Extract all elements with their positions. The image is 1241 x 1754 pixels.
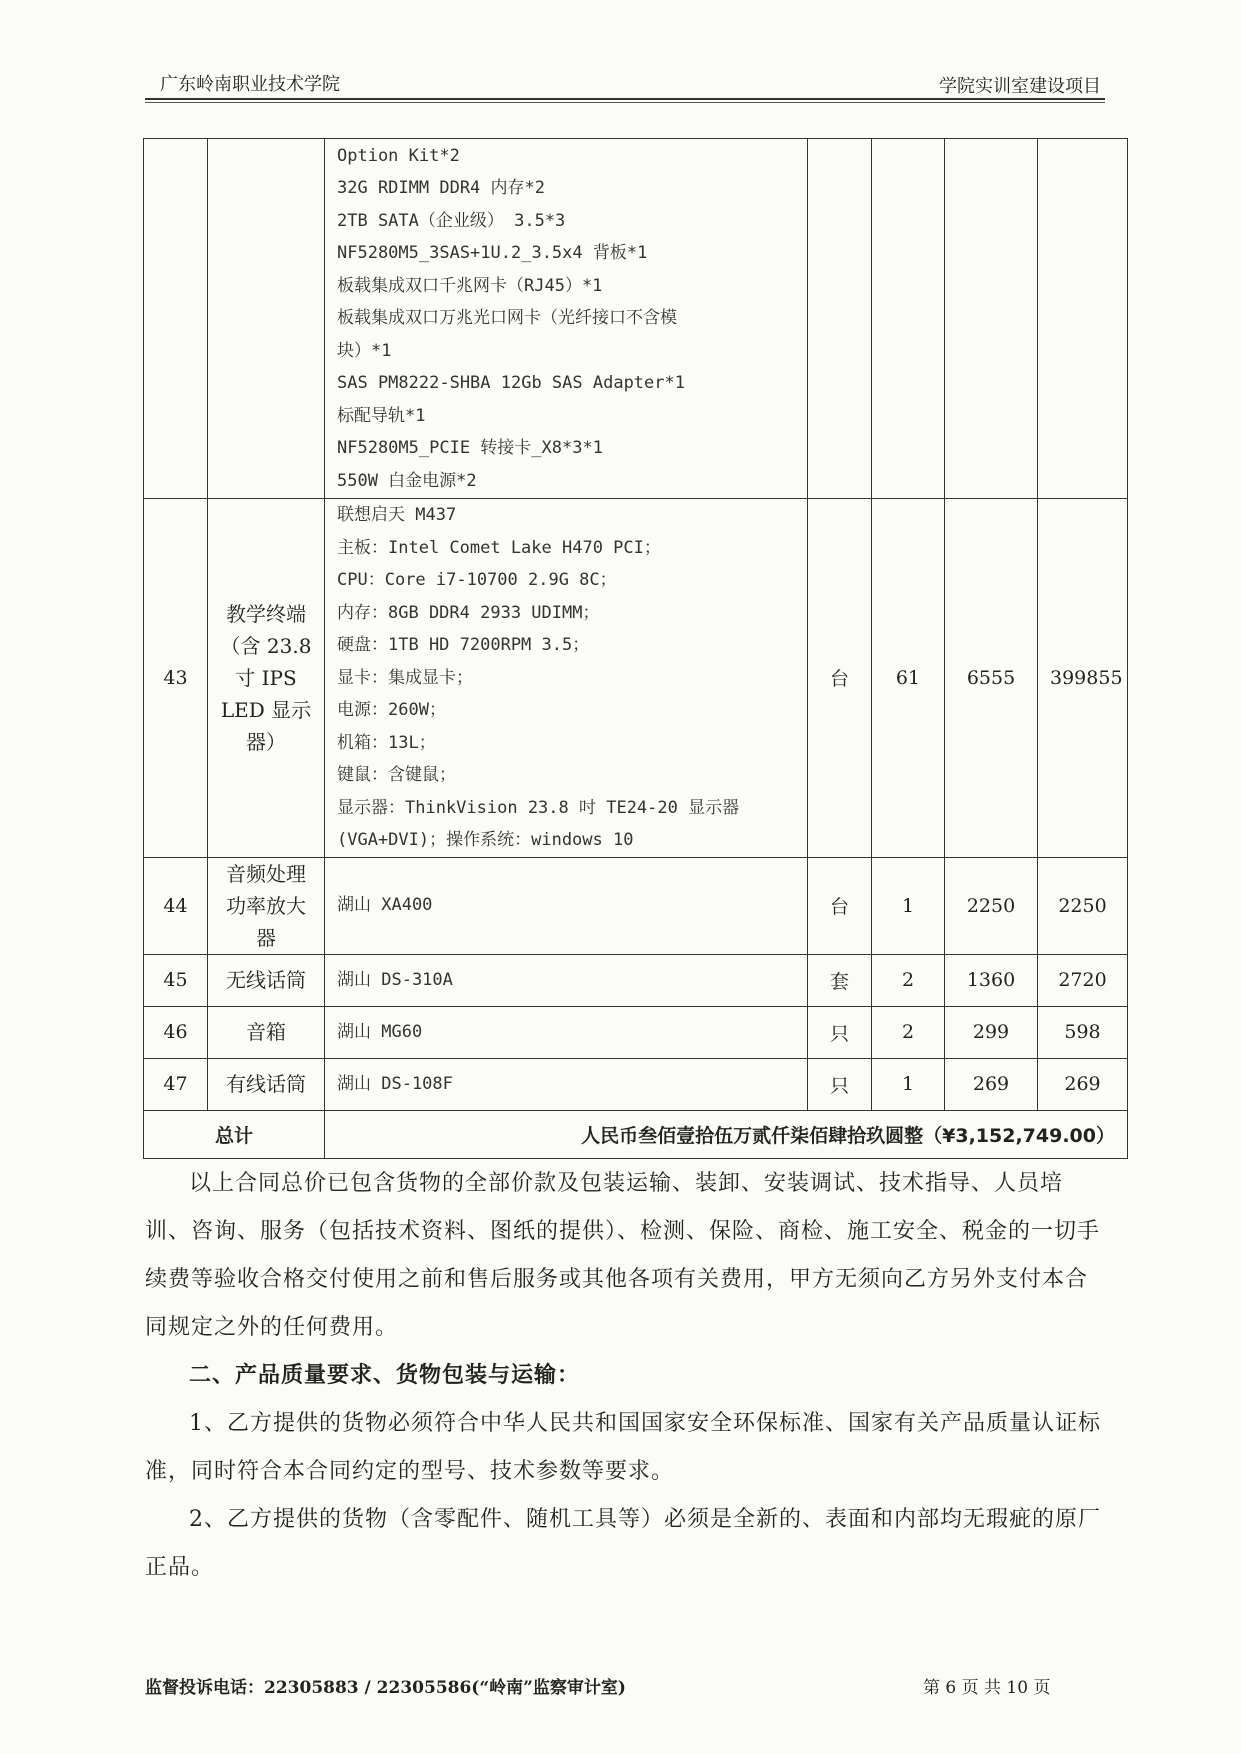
table-row [144, 139, 1128, 499]
item-specs [325, 139, 808, 499]
spec-line: 联想启天 M437 [337, 505, 457, 525]
item-unit: 套 [808, 954, 872, 1006]
item-unit [808, 139, 872, 499]
goods-table [143, 138, 1128, 1159]
table-row [144, 954, 1128, 1006]
spec-line: 显示器：ThinkVision 23.8 吋 TE24-20 显示器 [337, 797, 740, 818]
item-specs [325, 499, 808, 858]
spec-line: 板载集成双口万兆光口网卡（光纤接口不含模 [337, 308, 677, 329]
item-specs [325, 1006, 808, 1058]
header-divider-thin [145, 102, 1105, 103]
item-unit-price: 1360 [945, 954, 1038, 1006]
item-name: 音箱 [208, 1006, 325, 1058]
item-quantity [872, 139, 945, 499]
item-unit-price: 2250 [945, 857, 1038, 954]
item-amount: 269 [1038, 1058, 1128, 1110]
spec-line: 湖山 XA400 [337, 895, 433, 916]
item-unit-price: 299 [945, 1006, 1038, 1058]
section-heading: 二、产品质量要求、货物包装与运输： [189, 1363, 581, 1388]
spec-line: 显卡：集成显卡； [337, 667, 473, 688]
item-unit: 台 [808, 857, 872, 954]
item-unit: 只 [808, 1006, 872, 1058]
item-unit-price: 269 [945, 1058, 1038, 1110]
spec-line: NF5280M5_PCIE 转接卡_X8*3*1 [337, 438, 603, 459]
spec-line: 电源：260W； [337, 700, 446, 720]
item-unit-price [945, 139, 1038, 499]
item-amount: 2720 [1038, 954, 1128, 1006]
page-number: 第 6 页 共 10 页 [923, 1678, 1051, 1698]
item-unit: 台 [808, 499, 872, 858]
spec-line: 2TB SATA（企业级） 3.5*3 [337, 210, 566, 231]
spec-line: 块）*1 [337, 340, 392, 361]
total-label: 总计 [144, 1110, 325, 1158]
item-name: 教学终端（含 23.8 寸 IPS LED 显示器） [208, 499, 325, 858]
spec-line: 板载集成双口千兆网卡（RJ45）*1 [337, 275, 603, 296]
item-amount: 2250 [1038, 857, 1128, 954]
header-project: 学院实训室建设项目 [939, 76, 1101, 97]
item-unit: 只 [808, 1058, 872, 1110]
item-name: 音频处理功率放大器 [208, 857, 325, 954]
item-quantity: 2 [872, 1006, 945, 1058]
item-number: 46 [144, 1006, 208, 1058]
item-specs [325, 857, 808, 954]
item-specs [325, 1058, 808, 1110]
quality-clause-2: 2、乙方提供的货物（含零配件、随机工具等）必须是全新的、表面和内部均无瑕疵的原厂正品。 [145, 1507, 1102, 1580]
item-amount [1038, 139, 1128, 499]
item-amount: 399855 [1038, 499, 1128, 858]
spec-line: 标配导轨*1 [337, 405, 426, 426]
spec-line: 湖山 DS-310A [337, 969, 453, 990]
item-unit-price: 6555 [945, 499, 1038, 858]
item-number: 45 [144, 954, 208, 1006]
item-number: 43 [144, 499, 208, 858]
spec-line: 主板：Intel Comet Lake H470 PCI； [337, 537, 661, 558]
item-quantity: 1 [872, 1058, 945, 1110]
item-quantity: 2 [872, 954, 945, 1006]
item-quantity: 1 [872, 857, 945, 954]
header-divider [145, 98, 1105, 100]
spec-line: Option Kit*2 [337, 145, 460, 166]
table-row [144, 1058, 1128, 1110]
quality-clause-1: 1、乙方提供的货物必须符合中华人民共和国国家安全环保标准、国家有关产品质量认证标准，同时符合本合同约定的型号、技术参数等要求。 [145, 1411, 1102, 1484]
table-row [144, 857, 1128, 954]
item-quantity: 61 [872, 499, 945, 858]
item-number [144, 139, 208, 499]
spec-line: CPU：Core i7-10700 2.9G 8C； [337, 570, 617, 590]
spec-line: 硬盘：1TB HD 7200RPM 3.5； [337, 635, 590, 655]
item-number: 47 [144, 1058, 208, 1110]
spec-line: 内存：8GB DDR4 2933 UDIMM； [337, 602, 600, 623]
item-name: 无线话筒 [208, 954, 325, 1006]
spec-line: 湖山 DS-108F [337, 1073, 453, 1094]
spec-line: 湖山 MG60 [337, 1021, 423, 1042]
spec-line: NF5280M5_3SAS+1U.2_3.5x4 背板*1 [337, 243, 648, 264]
item-name: 有线话筒 [208, 1058, 325, 1110]
header-institution: 广东岭南职业技术学院 [160, 74, 340, 95]
spec-line: SAS PM8222-SHBA 12Gb SAS Adapter*1 [337, 373, 685, 394]
price-inclusion-paragraph: 以上合同总价已包含货物的全部价款及包装运输、装卸、安装调试、技术指导、人员培训、咨询、服务（包括技术资料、图纸的提供）、检测、保险、商检、施工安全、税金的一切手续费等验收合格交付使用之前和售后服务或其他各项有关费用，甲方无须向乙方另外支付本合同规定之外的任何费用。 [145, 1171, 1101, 1340]
total-value: 人民币叁佰壹拾伍万贰仟柒佰肆拾玖圆整（¥3,152,749.00） [325, 1110, 1128, 1158]
total-row [144, 1110, 1128, 1158]
contract-body [145, 1160, 1105, 1592]
table-row [144, 499, 1128, 858]
item-specs [325, 954, 808, 1006]
item-name [208, 139, 325, 499]
spec-line: 机箱：13L； [337, 732, 436, 753]
spec-line: 键鼠：含键鼠； [337, 765, 456, 785]
item-amount: 598 [1038, 1006, 1128, 1058]
spec-line: 550W 白金电源*2 [337, 470, 477, 491]
complaint-hotline: 监督投诉电话：22305883 / 22305586(“岭南”监察审计室) [145, 1678, 626, 1698]
spec-line: 32G RDIMM DDR4 内存*2 [337, 178, 545, 199]
item-number: 44 [144, 857, 208, 954]
table-row [144, 1006, 1128, 1058]
spec-line: (VGA+DVI)；操作系统：windows 10 [337, 830, 634, 850]
